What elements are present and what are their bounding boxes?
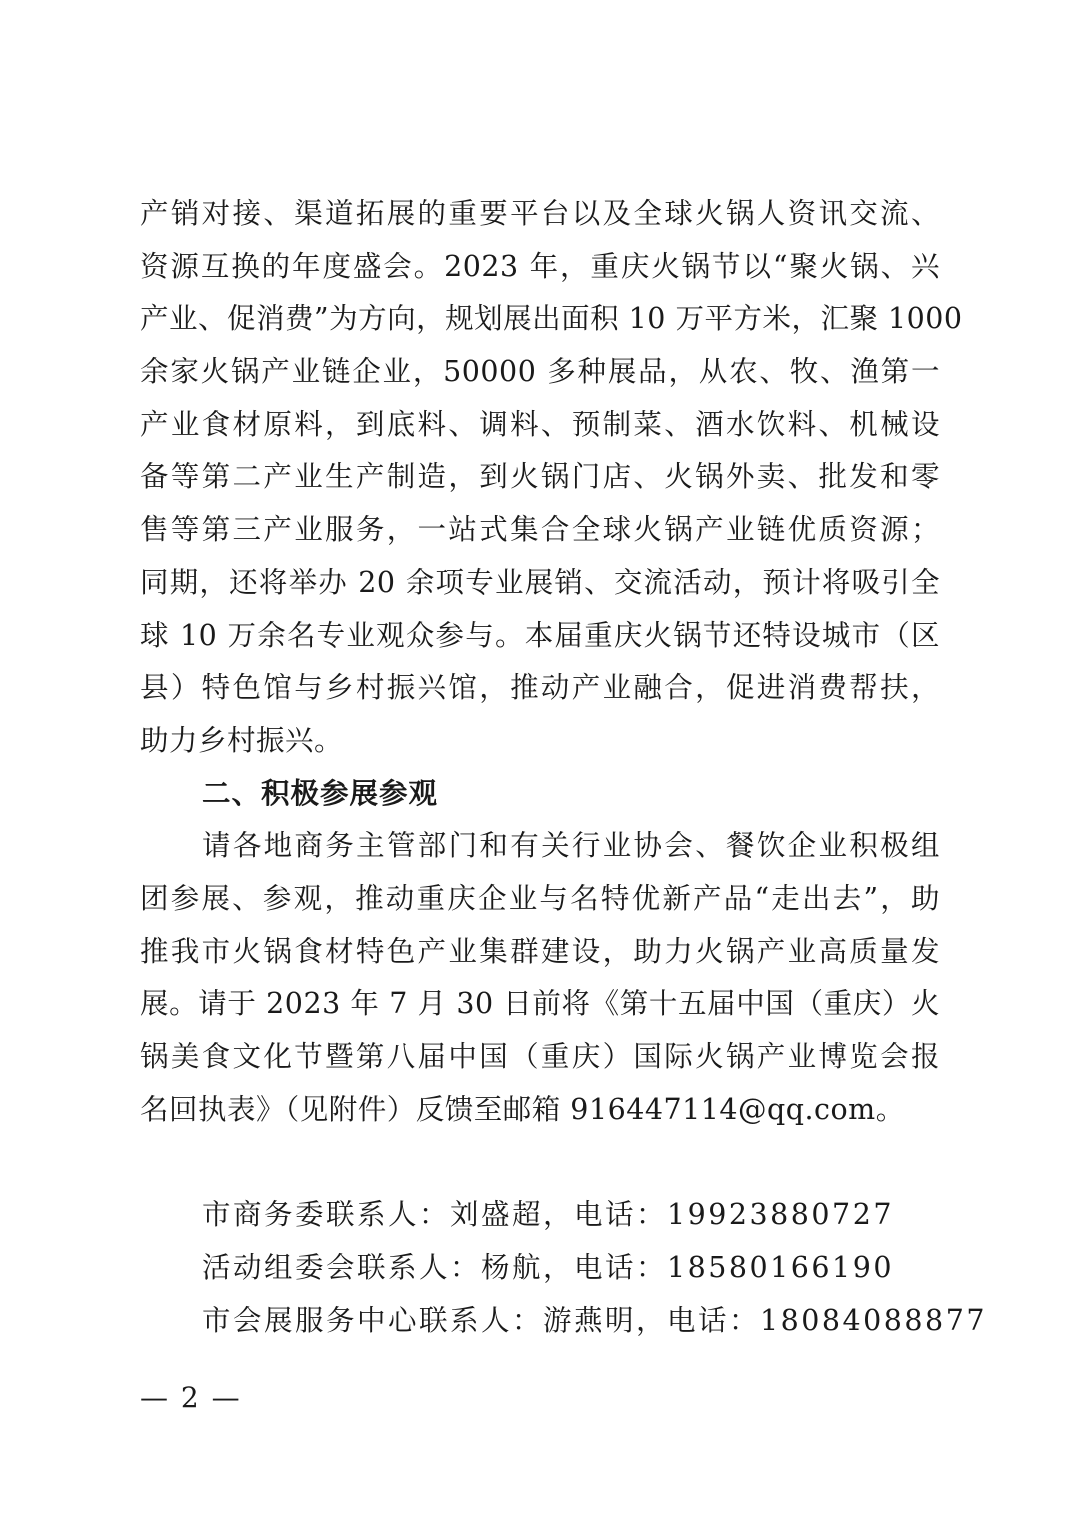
contact-list (202, 1188, 987, 1347)
text-line: 县）特色馆与乡村振兴馆，推动产业融合，促进消费帮扶， (140, 671, 940, 705)
text-line: 产销对接、渠道拓展的重要平台以及全球火锅人资讯交流、 (140, 197, 940, 230)
text-line: 助力乡村振兴。 (140, 723, 344, 757)
text-line: 资源互换的年度盛会。2023 年，重庆火锅节以“聚火锅、兴 (140, 249, 940, 283)
text-line: 产业、促消费”为方向，规划展出面积 10 万平方米，汇聚 1000 (140, 302, 963, 336)
text-line: 名回执表》（见附件）反馈至邮箱 916447114@qq.com。 (140, 1092, 905, 1126)
text-line: 球 10 万余名专业观众参与。本届重庆火锅节还特设城市（区 (140, 618, 940, 652)
text-line: 锅美食文化节暨第八届中国（重庆）国际火锅产业博览会报 (140, 1040, 940, 1073)
text-line: 余家火锅产业链企业，50000 多种展品，从农、牧、渔第一 (140, 355, 940, 389)
document-body (140, 188, 963, 1136)
page-number: — 2 — (140, 1381, 242, 1414)
text-line: 售等第三产业服务，一站式集合全球火锅产业链优质资源； (140, 513, 940, 547)
text-line: 展。请于 2023 年 7 月 30 日前将《第十五届中国（重庆）火 (140, 987, 940, 1021)
text-line: 请各地商务主管部门和有关行业协会、餐饮企业积极组 (202, 829, 940, 863)
text-line: 同期，还将举办 20 余项专业展销、交流活动，预计将吸引全 (140, 565, 940, 599)
contact-commerce-committee: 市商务委联系人：刘盛超，电话：19923880727 (202, 1198, 894, 1231)
contact-organizing-committee: 活动组委会联系人：杨航，电话：18580166190 (202, 1251, 894, 1284)
paragraph-intro (140, 188, 963, 768)
text-line: 团参展、参观，推动重庆企业与名特优新产品“走出去”，助 (140, 881, 940, 915)
text-line: 备等第二产业生产制造，到火锅门店、火锅外卖、批发和零 (140, 460, 940, 494)
text-line: 产业食材原料，到底料、调料、预制菜、酒水饮料、机械设 (140, 407, 940, 441)
text-line: 推我市火锅食材特色产业集群建设，助力火锅产业高质量发 (140, 934, 940, 968)
paragraph-participation (140, 820, 940, 1136)
section-heading: 二、积极参展参观 (202, 776, 439, 810)
contact-exhibition-center: 市会展服务中心联系人：游燕明，电话：18084088877 (202, 1304, 987, 1337)
